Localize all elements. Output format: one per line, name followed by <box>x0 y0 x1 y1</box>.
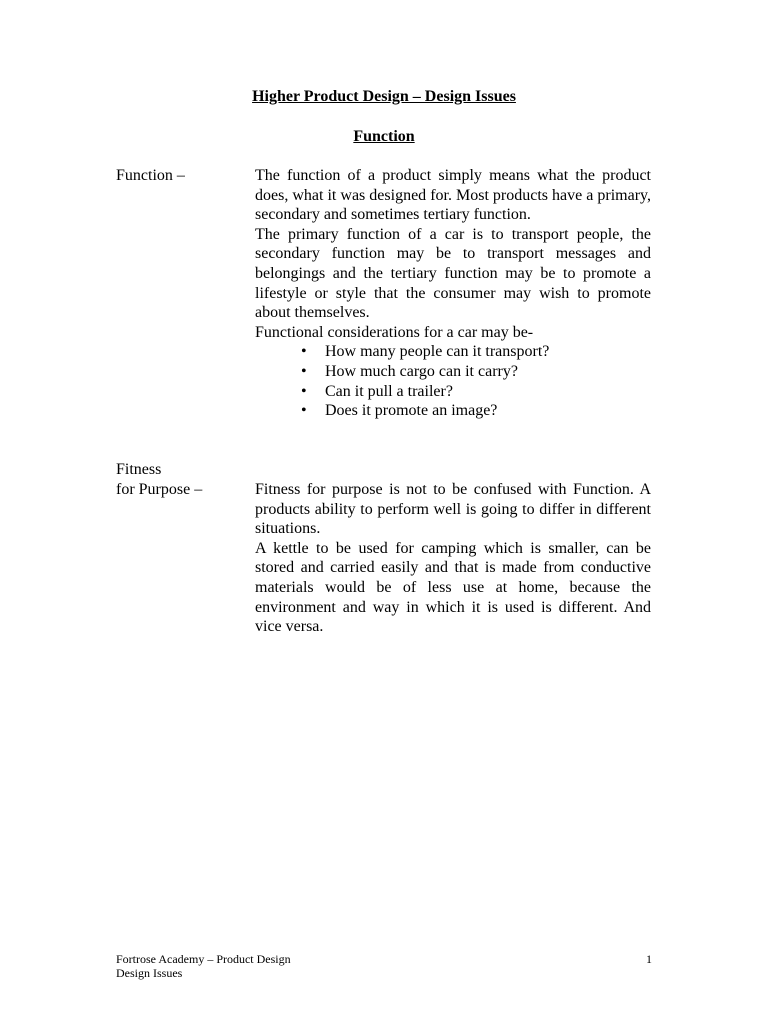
footer-line-2: Design Issues <box>116 966 183 980</box>
bullet-icon: • <box>301 362 307 380</box>
function-paragraph-1: The function of a product simply means what the product does, what it was designed for. Most products have a primary, secondary and sometimes tertiary function. <box>255 167 651 224</box>
term-line: Fitness <box>116 461 162 478</box>
bullet-icon: • <box>301 402 307 420</box>
function-considerations-list <box>255 342 651 420</box>
list-item <box>299 342 651 362</box>
list-item <box>299 401 651 421</box>
list-item-text: Does it promote an image? <box>325 402 498 420</box>
definition-function <box>255 166 651 421</box>
document-subtitle: Function <box>353 128 415 145</box>
term-function: Function – <box>116 167 185 184</box>
footer-line-1: Fortrose Academy – Product Design <box>116 952 291 966</box>
list-item-text: How much cargo can it carry? <box>325 362 518 380</box>
page-footer <box>116 952 652 980</box>
fitness-paragraph-2: A kettle to be used for camping which is smaller, can be stored and carried easily and that is made from conductive materials would be of less use at home, because the environment and way in which it is used is different. And vice versa. <box>255 539 651 636</box>
document-title: Higher Product Design – Design Issues <box>252 88 516 105</box>
bullet-icon: • <box>301 343 307 361</box>
term-line: for Purpose – <box>116 480 203 498</box>
function-paragraph-2: The primary function of a car is to transport people, the secondary function may be to transport messages and belongings and the tertiary function may be to promote a lifestyle or style that the consumer may wish to promote about themselves. <box>255 225 651 322</box>
list-item <box>299 362 651 382</box>
fitness-paragraph-1: Fitness for purpose is not to be confused with Function. A products ability to perform well is going to differ in different situations. <box>255 481 651 538</box>
list-item <box>299 382 651 402</box>
list-item-text: Can it pull a trailer? <box>325 382 453 400</box>
list-item-text: How many people can it transport? <box>325 343 550 361</box>
page-number: 1 <box>646 952 652 966</box>
definition-fitness-for-purpose <box>255 480 651 637</box>
bullet-icon: • <box>301 382 307 400</box>
function-paragraph-3: Functional considerations for a car may be- <box>255 323 534 341</box>
term-fitness-for-purpose <box>116 460 251 499</box>
